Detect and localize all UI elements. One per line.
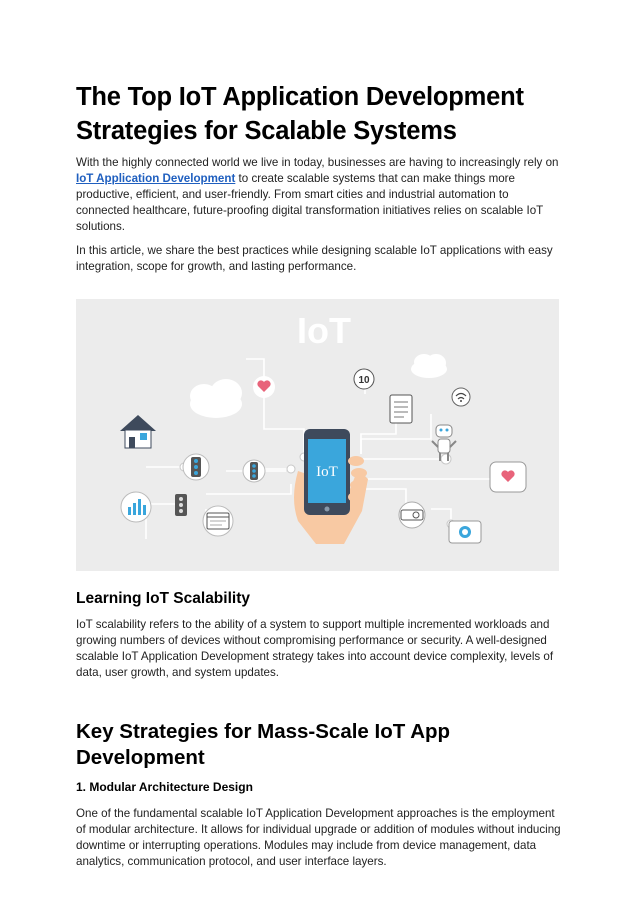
iot-illustration-svg — [76, 299, 559, 571]
browser-window-icon — [203, 506, 233, 536]
hand-phone-illustration — [294, 429, 368, 544]
traffic-light-icon — [183, 454, 209, 480]
scalability-heading: Learning IoT Scalability — [76, 590, 250, 607]
house-icon — [120, 415, 156, 448]
health-monitor-icon — [490, 462, 526, 492]
traffic-light-icon-3 — [175, 494, 187, 516]
counter-text: 10 — [358, 375, 370, 386]
phone-screen-text: IoT — [316, 464, 338, 480]
iot-app-dev-link[interactable]: IoT Application Development — [76, 172, 236, 185]
traffic-light-icon-2 — [243, 460, 265, 482]
analytics-chart-icon — [121, 492, 151, 522]
modular-architecture-heading: 1. Modular Architecture Design — [76, 780, 253, 794]
document-icon — [390, 395, 412, 423]
modular-architecture-paragraph: One of the fundamental scalable IoT Application Development approaches is the employment of modular architecture. It allows for individual upgrade or addition of modules without inducing downtime or interrupting operations. Modules may include from device management, data analytics, communication protocol, and user interface layers. — [76, 807, 561, 868]
cloud-icon-2 — [411, 354, 447, 378]
article — [76, 80, 562, 870]
page-title: The Top IoT Application Development Strategies for Scalable Systems — [76, 83, 524, 145]
heart-icon — [253, 376, 275, 398]
iot-banner-text: IoT — [297, 310, 351, 351]
iot-illustration — [76, 299, 559, 571]
strategies-heading: Key Strategies for Mass-Scale IoT App Development — [76, 720, 451, 769]
intro-paragraph — [76, 155, 562, 235]
counter-icon — [354, 369, 374, 389]
wifi-icon — [452, 388, 470, 406]
sensor-icon — [399, 502, 425, 528]
cloud-icon — [190, 379, 242, 418]
camera-icon — [449, 521, 481, 543]
scalability-paragraph: IoT scalability refers to the ability of a system to support multiple incremented workloads and growing numbers of devices without compromising performance or security. A well-designed scalable IoT Application Development strategy takes into account device complexity, levels of data, user growth, and system updates. — [76, 618, 554, 679]
intro-text-after: to create scalable systems that can make things more productive, efficient, and user-friendly. From smart cities and industrial automation to connected healthcare, future-proofing digital transformation initiatives relies on scalable IoT solutions. — [76, 172, 544, 233]
intro-paragraph-2: In this article, we share the best practices while designing scalable IoT applications with easy integration, scope for growth, and lasting performance. — [76, 244, 553, 273]
intro-text-before: With the highly connected world we live in today, businesses are having to increasingly rely on — [76, 156, 559, 169]
